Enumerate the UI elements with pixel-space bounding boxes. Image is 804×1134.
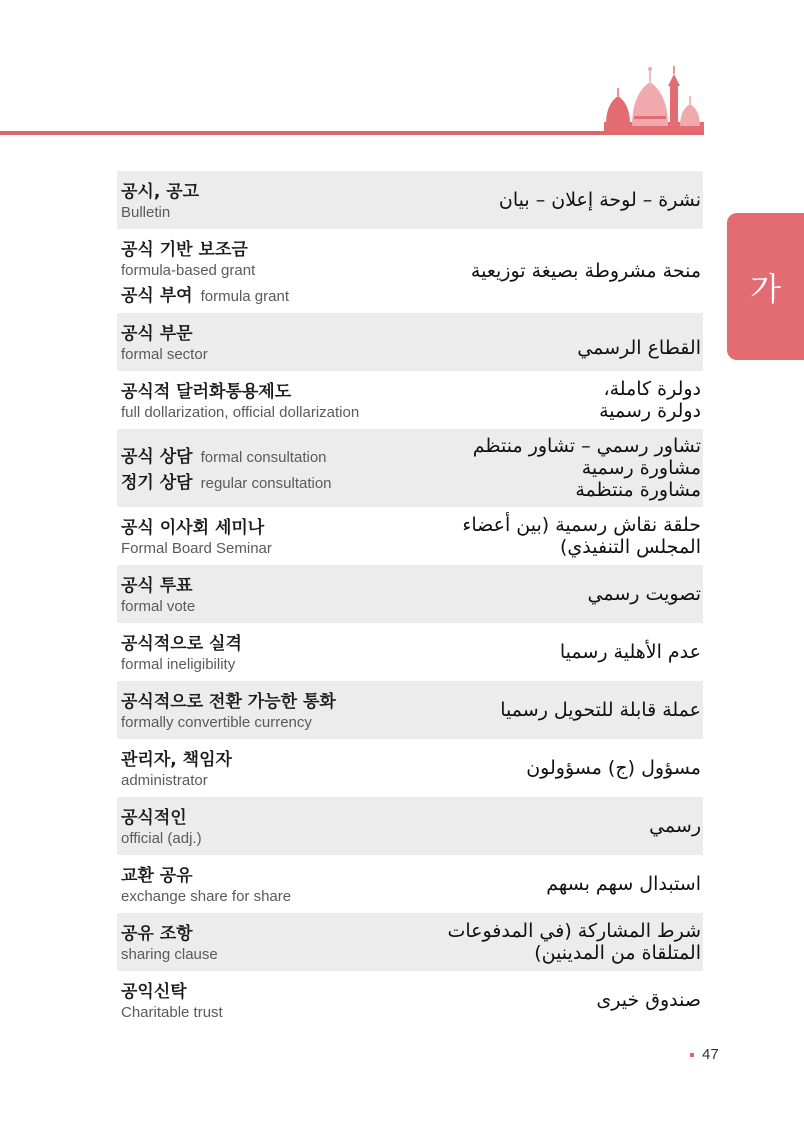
korean-term: 공시, 공고 <box>121 182 200 202</box>
korean-term: 공식 이사회 세미나 <box>121 518 265 538</box>
glossary-row <box>117 971 703 1029</box>
english-term: formal consultation <box>200 449 327 466</box>
glossary-row <box>117 507 703 565</box>
arabic-term: تصويت رسمي <box>587 583 701 605</box>
korean-term: 교환 공유 <box>121 866 193 886</box>
english-term: formal vote <box>121 598 196 615</box>
glossary-row <box>117 229 703 313</box>
arabic-term: صندوق خيرى <box>596 989 701 1011</box>
glossary-table <box>117 171 703 1029</box>
section-index-tab[interactable] <box>727 213 804 360</box>
korean-term: 공유 조항 <box>121 924 193 944</box>
english-term: regular consultation <box>200 475 332 492</box>
english-term: Formal Board Seminar <box>121 540 272 557</box>
english-term: official (adj.) <box>121 830 202 847</box>
arabic-term: تشاور رسمي – تشاور منتظم مشاورة رسمية مشاورة منتظمة <box>472 435 701 501</box>
header-rule <box>0 131 704 135</box>
arabic-term: القطاع الرسمي <box>577 337 701 359</box>
glossary-row <box>117 855 703 913</box>
arabic-term: مسؤول (ج) مسؤولون <box>526 757 701 779</box>
korean-term: 공식 상담 <box>121 447 193 467</box>
english-term: exchange share for share <box>121 888 292 905</box>
english-term: full dollarization, official dollarization <box>121 404 360 421</box>
korean-subterm: 공식 부여 <box>121 286 193 306</box>
glossary-row <box>117 371 703 429</box>
korean-term: 공식 투표 <box>121 576 193 596</box>
english-term: Charitable trust <box>121 1004 223 1021</box>
arabic-term: استبدال سهم بسهم <box>546 873 701 895</box>
korean-term: 정기 상담 <box>121 473 193 493</box>
glossary-row <box>117 171 703 229</box>
arabic-term: حلقة نقاش رسمية (بين أعضاء المجلس التنفيذي) <box>462 514 701 558</box>
english-term: Bulletin <box>121 204 171 221</box>
section-index-label: 가 <box>750 269 781 308</box>
arabic-term: شرط المشاركة (في المدفوعات المتلقاة من المدينين) <box>447 920 701 964</box>
korean-term: 공식적으로 실격 <box>121 634 242 654</box>
glossary-row <box>117 739 703 797</box>
english-term: formally convertible currency <box>121 714 312 731</box>
page-number-text: 47 <box>702 1046 719 1063</box>
glossary-row <box>117 681 703 739</box>
glossary-row <box>117 313 703 371</box>
korean-term: 공식적인 <box>121 808 187 828</box>
arabic-term: منحة مشروطة بصيغة توزيعية <box>470 260 701 282</box>
korean-term: 공익신탁 <box>121 982 187 1002</box>
glossary-row <box>117 797 703 855</box>
arabic-term: عملة قابلة للتحويل رسميا <box>500 699 701 721</box>
english-term: administrator <box>121 772 208 789</box>
arabic-term: رسمي <box>649 815 701 837</box>
arabic-term: دولرة كاملة، دولرة رسمية <box>599 378 701 422</box>
english-subterm: formula grant <box>200 288 289 305</box>
page-dot-icon <box>690 1053 694 1057</box>
korean-term: 관리자, 책임자 <box>121 750 232 770</box>
page-number <box>690 1046 719 1063</box>
glossary-row <box>117 913 703 971</box>
glossary-row <box>117 429 703 507</box>
glossary-row <box>117 565 703 623</box>
korean-term: 공식적으로 전환 가능한 통화 <box>121 692 336 712</box>
korean-term: 공식 부문 <box>121 324 193 344</box>
glossary-row <box>117 623 703 681</box>
english-term: formal sector <box>121 346 208 363</box>
korean-term: 공식적 달러화통용제도 <box>121 382 292 402</box>
arabic-term: نشرة – لوحة إعلان – بيان <box>498 189 701 211</box>
english-term: sharing clause <box>121 946 218 963</box>
arabic-term: عدم الأهلية رسميا <box>559 641 701 663</box>
korean-term: 공식 기반 보조금 <box>121 240 248 260</box>
english-term: formal ineligibility <box>121 656 236 673</box>
mosque-illustration-icon <box>598 60 704 134</box>
english-term: formula-based grant <box>121 262 256 279</box>
